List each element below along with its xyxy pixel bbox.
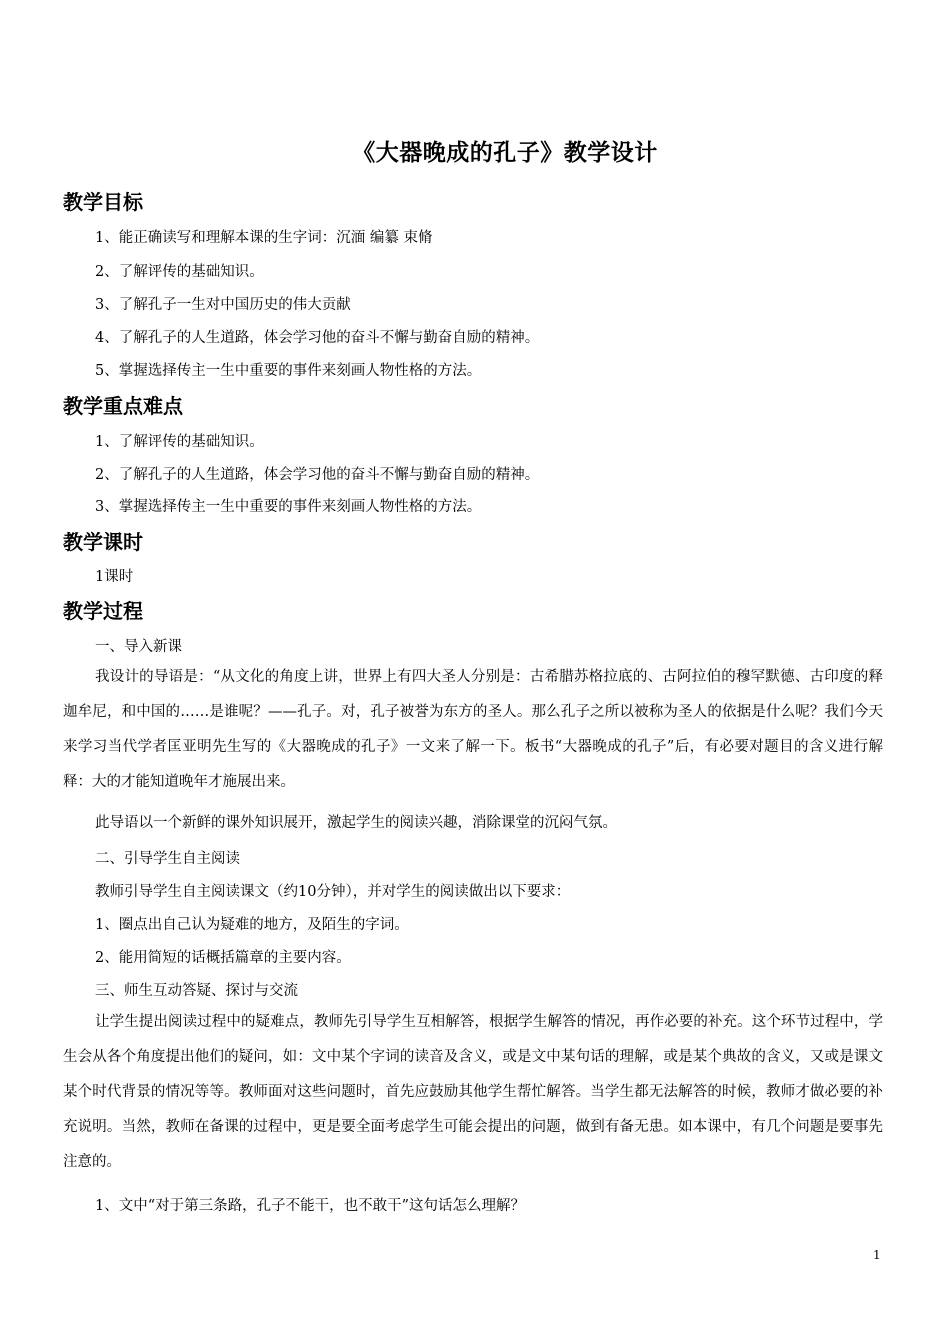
heading-hours: 教学课时	[63, 530, 143, 554]
process-question-1: 1、文中“对于第三条路，孔子不能干，也不敢干”这句话怎么理解？	[95, 1198, 526, 1214]
process-paragraph-discussion: 让学生提出阅读过程中的疑难点，教师先引导学生互相解答，根据学生解答的情况，再作必要的补充。这个环节过程中，学生会从各个角度提出他们的疑问，如：文中某个字词的读音及含义，或是文中某句话的理解，或是某个典故的含义，又或是课文某个时代背景的情况等等。教师面对这些问题时，首先应鼓励其他学生帮忙解答。当学生都无法解答的时候，教师才做必要的补充说明。当然，教师在备课的过程中，更是要全面考虑学生可能会提出的问题，做到有备无患。如本课中，有几个问题是要事先注意的。	[63, 1014, 883, 1170]
process-reading-instruction: 教师引导学生自主阅读课文（约10分钟），并对学生的阅读做出以下要求：	[95, 884, 571, 900]
process-paragraph-effect: 此导语以一个新鲜的课外知识展开，激起学生的阅读兴趣，消除课堂的沉闷气氛。	[95, 815, 617, 831]
document-title: 《大器晚成的孔子》教学设计	[352, 140, 658, 166]
heading-goals: 教学目标	[63, 190, 143, 214]
key-point-item-2: 2、了解孔子的人生道路，体会学习他的奋斗不懈与勤奋自励的精神。	[95, 467, 540, 483]
process-step-2: 二、引导学生自主阅读	[95, 851, 240, 867]
process-paragraph-intro: 我设计的导语是：“从文化的角度上讲，世界上有四大圣人分别是：古希腊苏格拉底的、古阿拉伯的穆罕默德、古印度的释迦牟尼，和中国的……是谁呢？——孔子。对，孔子被誉为东方的圣人。那么孔子之所以被称为圣人的依据是什么呢？我们今天来学习当代学者匡亚明先生写的《大器晚成的孔子》一文来了解一下。板书“大器晚成的孔子”后，有必要对题目的含义进行解释：大的才能知道晚年才施展出来。	[63, 669, 883, 790]
process-requirement-1: 1、圈点出自己认为疑难的地方，及陌生的字词。	[95, 917, 409, 933]
process-requirement-2: 2、能用简短的话概括篇章的主要内容。	[95, 950, 351, 966]
page-number: 1	[873, 1248, 881, 1262]
goal-item-1: 1、能正确读写和理解本课的生字词：沉湎 编纂 束脩	[95, 230, 433, 246]
heading-key-points: 教学重点难点	[63, 394, 183, 418]
key-point-item-3: 3、掌握选择传主一生中重要的事件来刻画人物性格的方法。	[95, 499, 482, 515]
heading-process: 教学过程	[63, 599, 143, 623]
goal-item-3: 3、了解孔子一生对中国历史的伟大贡献	[95, 297, 351, 313]
goal-item-5: 5、掌握选择传主一生中重要的事件来刻画人物性格的方法。	[95, 363, 482, 379]
goal-item-4: 4、了解孔子的人生道路，体会学习他的奋斗不懈与勤奋自励的精神。	[95, 330, 540, 346]
process-step-3: 三、师生互动答疑、探讨与交流	[95, 983, 298, 999]
key-point-item-1: 1、了解评传的基础知识。	[95, 434, 264, 450]
process-step-1: 一、导入新课	[95, 639, 182, 655]
hours-text: 1课时	[95, 569, 134, 585]
goal-item-2: 2、了解评传的基础知识。	[95, 264, 264, 280]
